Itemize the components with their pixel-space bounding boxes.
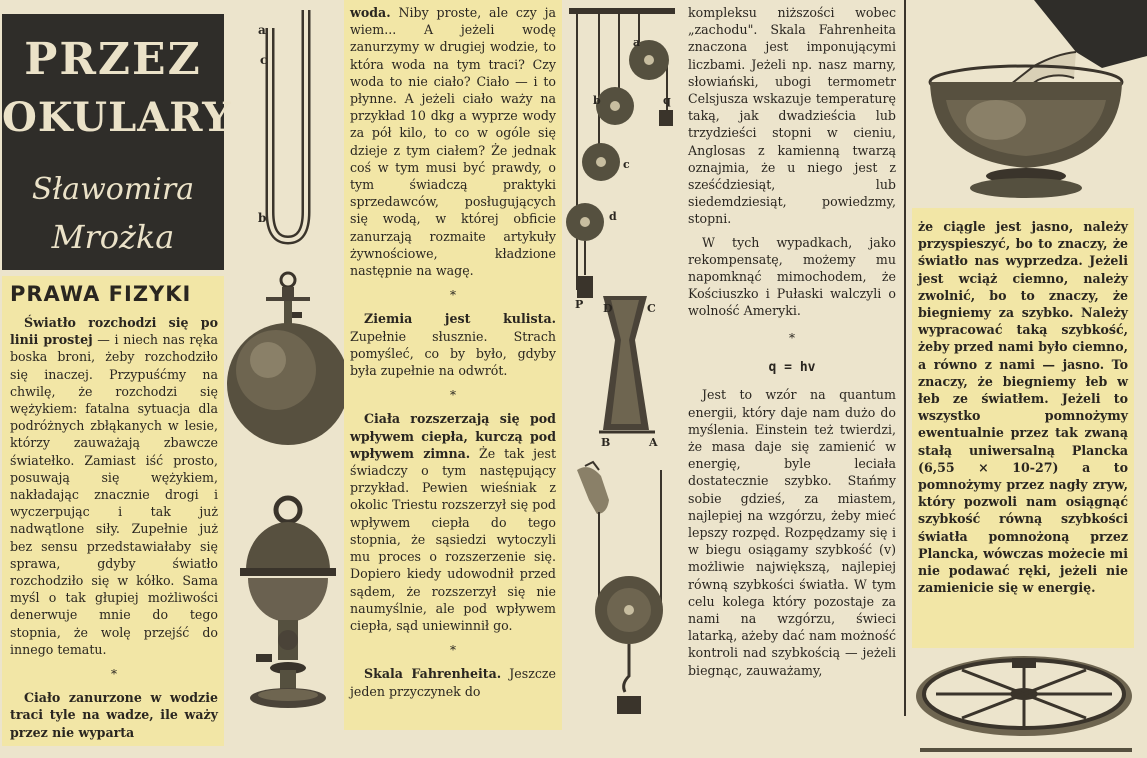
vacuum-sphere-illustration [227,273,344,445]
column-1-text [10,314,218,741]
paragraph-light-speed: że ciągle jest jasno, należy przyspieszyć, bo to znaczy, że światło nas wyprzedza. Jeżeli jest wciąż ciemno, należy zwolnić, bo to znaczy, że biegniemy za szybko. Należy wypracować taką szybkość, żeby przed nami było ciemno, a równo z nami — jasno. To znaczy, że biegniemy łeb w łeb ze światłem. Jeżeli to wszystko pomnożymy ewentualnie przez tak zwaną stałą uniwersalną Plancka (6,55 × 10-27) a to pomnożymy przez nagły zryw, który pozwoli nam osiągnąć szybkość równą szybkości światła pomnożoną przez Plancka, wówczas możecie mi nie podawać ręki, jeżeli nie zamienicie się w energię. [918,219,1128,596]
column-divider [904,0,906,716]
hand-in-bowl-illustration [906,0,1147,206]
column-2 [344,0,562,730]
masthead-line1: PRZEZ [24,34,202,85]
pulley-label-d: d [609,210,617,223]
planck-formula: q = hv [768,360,816,376]
column-2-text [350,4,556,700]
pulley-vessel-illustrations [563,0,680,758]
vessel-label-b: B [601,436,611,449]
label-b: b [258,211,267,225]
column-4-text [918,218,1128,596]
author-last-name: Mrożka [51,218,175,256]
paragraph-quantum: Jest to wzór na quantum energii, który daje nam dużo do myślenia. Einstein też twierdzi, że masa daje się zamienić w energię, byle leciała dostatecznie szybko. Stańmy sobie gdzieś, za miastem, najlepiej na wzgórzu, żeby mieć lepszy rozpęd. Rozpędzamy się i w biegu osiągamy szybkość (v) możliwie największą, najlepiej równą szybkości światła. W tym celu kolega który pozostaje za nami na wzgórzu, świeci latarką, ażeby dać nam możność kontroli nad szybkością — jeżeli biegnąc, zauważamy, [688,387,896,678]
paragraph-fahrenheit: kompleksu niższości wobec „zachodu". Skala Fahrenheita znaczona jest imponującymi liczbami. Jeżeli np. nasz marny, słowiański, ubogi termometr Celsjusza wskazuje temperaturę taką, jak dwadzieścia lub trzydzieści stopni w cieniu, Anglosas z kamienną twarzą oznajmia, że u niego jest z sześćdziesiąt, lub siedemdziesiąt, powiedzmy, stopni. [688,5,896,227]
separator-star: * [450,388,456,403]
vessel-label-c: C [647,302,656,315]
pulley-label-q: q [663,94,671,107]
paragraph-light: Światło rozchodzi się po linii prostej — i niech nas ręka boska broni, żeby rozchodziło się inaczej. Przypuśćmy na chwilę, że rozchodzi się wężykiem: fatalna sytuacja dla podróżnych zbłąkanych w lesie, którzy zauważają zbawcze światełko. Zamiast iść prosto, posuwają się wężykiem, nakładając znacznie drogi i wyczerpując i tak już nadwątlone siły. Zupełnie już bez sensu przedstawiałaby się sprawa, gdyby światło rozchodziło się w kółko. Sama myśl o tak głupiej możliwości denerwuje mnie do tego stopnia, że wolę przejść do innego tematu. [10,315,218,657]
column-3-lower [682,322,904,758]
wheel-illustration [912,650,1147,758]
masthead-line2: OKULARY [2,94,232,141]
paragraph-buoyancy: woda. Niby proste, ale czy ja wiem... A jeżeli wodę zanurzymy w drugiej wodzie, to która woda na tym traci? Czy woda to nie ciało? Ciało — i to płynne. A jeżeli ciało waży na przykład 10 dkg a wyprze wody za pół kilo, to co w ogóle się dzieje z tym ciałem? Że jednak coś w tym musi być prawdy, o tym świadczą praktyki sprzedawców, posługujących się wodą, w której obficie zanurzają rozmaite artykuły żywnościowe, kładzione następnie na wagę. [350,5,556,279]
pulley-label-b: b [593,94,601,107]
vessel-label-d: D [603,302,613,315]
column-4 [912,208,1134,648]
paragraph-earth: Ziemia jest kulista. Zupełnie słusznie. Strach pomyśleć, co by było, gdyby była zupełnie na odwrót. [350,311,556,379]
separator-star: * [789,331,795,345]
magdeburg-hemispheres-illustration [240,498,336,708]
column-1 [2,276,224,746]
illustration-bowl [906,0,1147,206]
column-3-text-bottom [688,330,896,679]
article-title: PRAWA FIZYKI [10,282,192,306]
pulley-label-a: a [633,36,641,49]
hand-pulley-illustration [577,462,663,714]
vessel-label-a: A [649,436,658,449]
paragraph-expansion: Ciała rozszerzają się pod wpływem ciepła, kurczą pod wpływem zimna. Że tak jest świadczy o tym następujący przykład. Pewien wieśniak z okolic Triestu rozszerzył się pod wpływem ciepła do tego stopnia, że sąsiedzi wytoczyli mu proces o rozszerzenie się. Dopiero kiedy udowodnił przed sądem, że rozszerzył się nie naumyślnie, ale pod wpływem ciepła, sąd uniewinnił go. [350,411,557,633]
separator-star: * [450,288,456,303]
tapered-vessel-illustration [599,296,658,449]
physics-apparatus-illustrations [226,0,344,758]
column-3 [682,0,904,320]
illustration-wheel [912,650,1147,758]
column-3-text-top [688,4,896,320]
u-tube-illustration [258,10,306,240]
masthead [2,14,232,270]
pulley-label-c: c [623,158,630,171]
paragraph-buoyancy-start: Ciało zanurzone w wodzie traci tyle na wadze, ile waży przez nie wyparta [10,690,218,740]
pulley-label-p: P [575,298,584,311]
paragraph-kosciuszko: W tych wypadkach, jako rekompensatę, możemy mu napomknąć mimochodem, że Kościuszko i Pułaski walczyli o wolność Ameryki. [688,234,896,319]
author-first-name: Sławomira [31,172,195,207]
paragraph-fahrenheit-start: Skala Fahrenheita. Jeszcze jeden przyczynek do [350,666,556,699]
illustration-column-a [226,0,344,758]
label-c: c [260,53,268,67]
pulley-system-illustration [566,8,675,311]
illustration-column-b [563,0,680,758]
label-a: a [258,23,266,37]
separator-star: * [111,667,117,682]
separator-star: * [450,643,456,658]
